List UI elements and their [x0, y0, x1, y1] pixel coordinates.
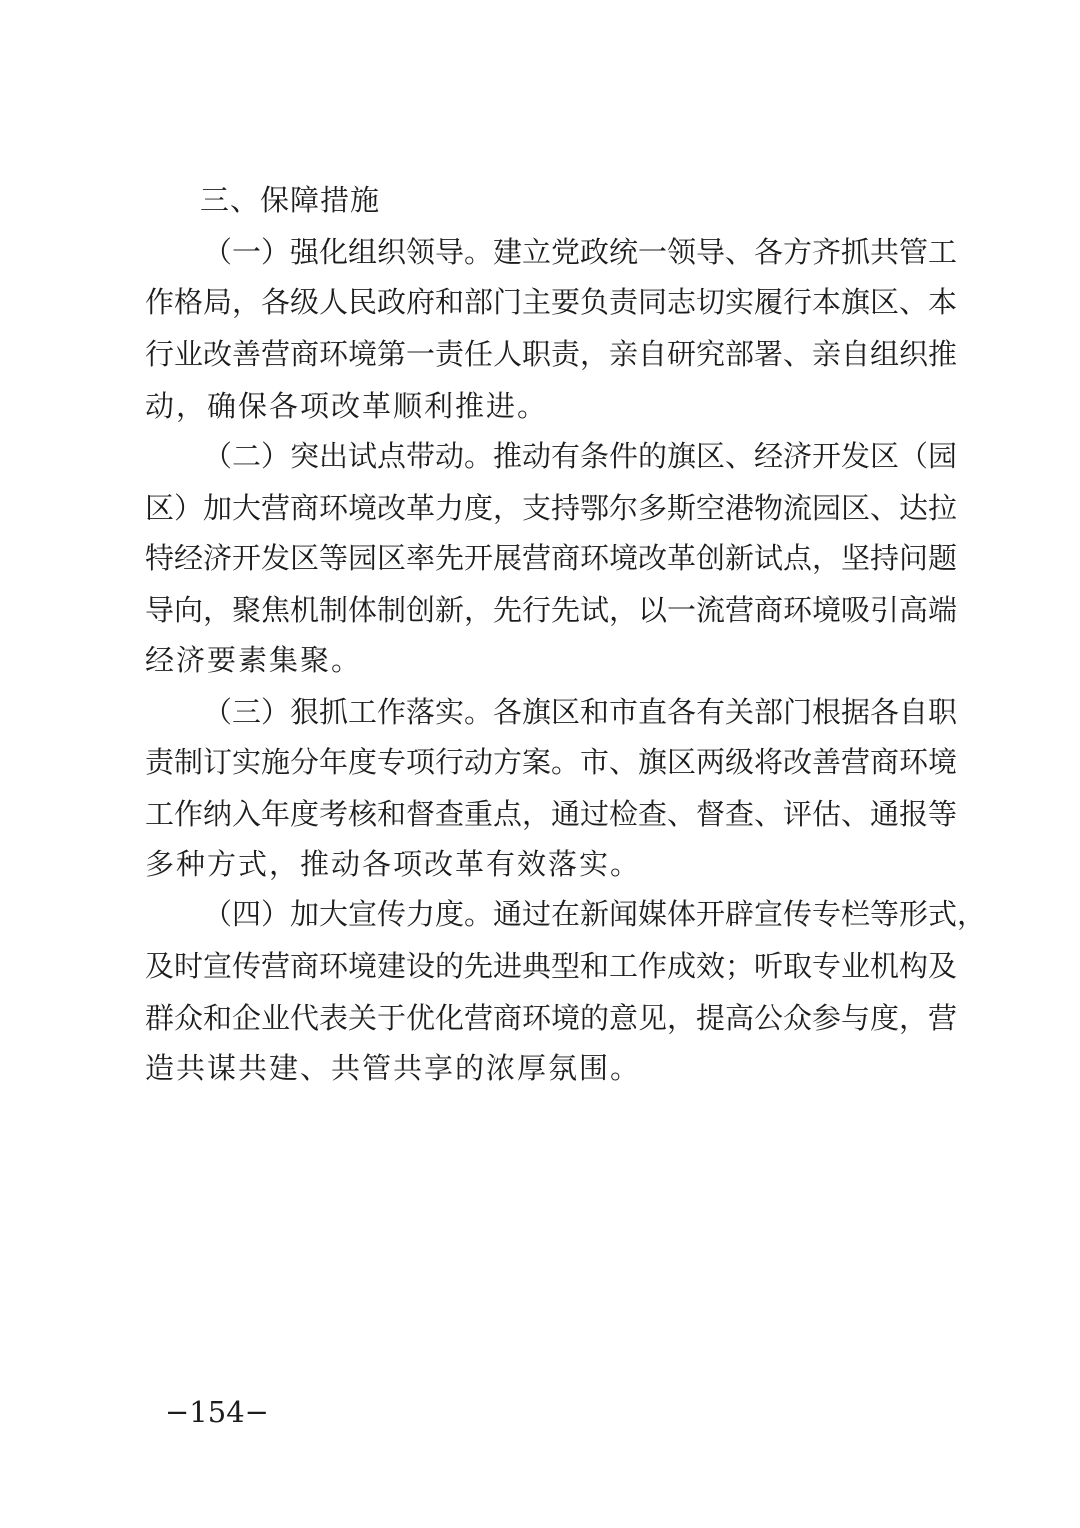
paragraph-line: 及时宣传营商环境建设的先进典型和工作成效；听取专业机构及: [145, 949, 958, 983]
paragraph-line: 工作纳入年度考核和督查重点，通过检查、督查、评估、通报等: [145, 797, 958, 831]
paragraph-line: 造共谋共建、共管共享的浓厚氛围。: [145, 1051, 642, 1085]
paragraph-line: （二）突出试点带动。推动有条件的旗区、经济开发区（园: [203, 439, 958, 473]
paragraph-line: 区）加大营商环境改革力度，支持鄂尔多斯空港物流园区、达拉: [145, 491, 958, 525]
paragraph-line: 责制订实施分年度专项行动方案。市、旗区两级将改善营商环境: [145, 745, 958, 779]
section-heading: 三、保障措施: [200, 183, 381, 217]
paragraph-line: （三）狠抓工作落实。各旗区和市直各有关部门根据各自职: [203, 695, 958, 729]
page-number: −154−: [165, 1395, 269, 1429]
paragraph-line: 特经济开发区等园区率先开展营商环境改革创新试点，坚持问题: [145, 541, 958, 575]
paragraph-line: 多种方式，推动各项改革有效落实。: [145, 847, 642, 881]
paragraph-line: （一）强化组织领导。建立党政统一领导、各方齐抓共管工: [203, 235, 958, 269]
paragraph-line: （四）加大宣传力度。通过在新闻媒体开辟宣传专栏等形式，: [203, 897, 987, 931]
paragraph-line: 导向，聚焦机制体制创新，先行先试，以一流营商环境吸引高端: [145, 593, 958, 627]
paragraph-line: 经济要素集聚。: [145, 643, 363, 677]
paragraph-line: 作格局，各级人民政府和部门主要负责同志切实履行本旗区、本: [145, 285, 958, 319]
paragraph-line: 动，确保各项改革顺利推进。: [145, 389, 549, 423]
paragraph-line: 行业改善营商环境第一责任人职责，亲自研究部署、亲自组织推: [145, 337, 958, 371]
paragraph-line: 群众和企业代表关于优化营商环境的意见，提高公众参与度，营: [145, 1001, 958, 1035]
